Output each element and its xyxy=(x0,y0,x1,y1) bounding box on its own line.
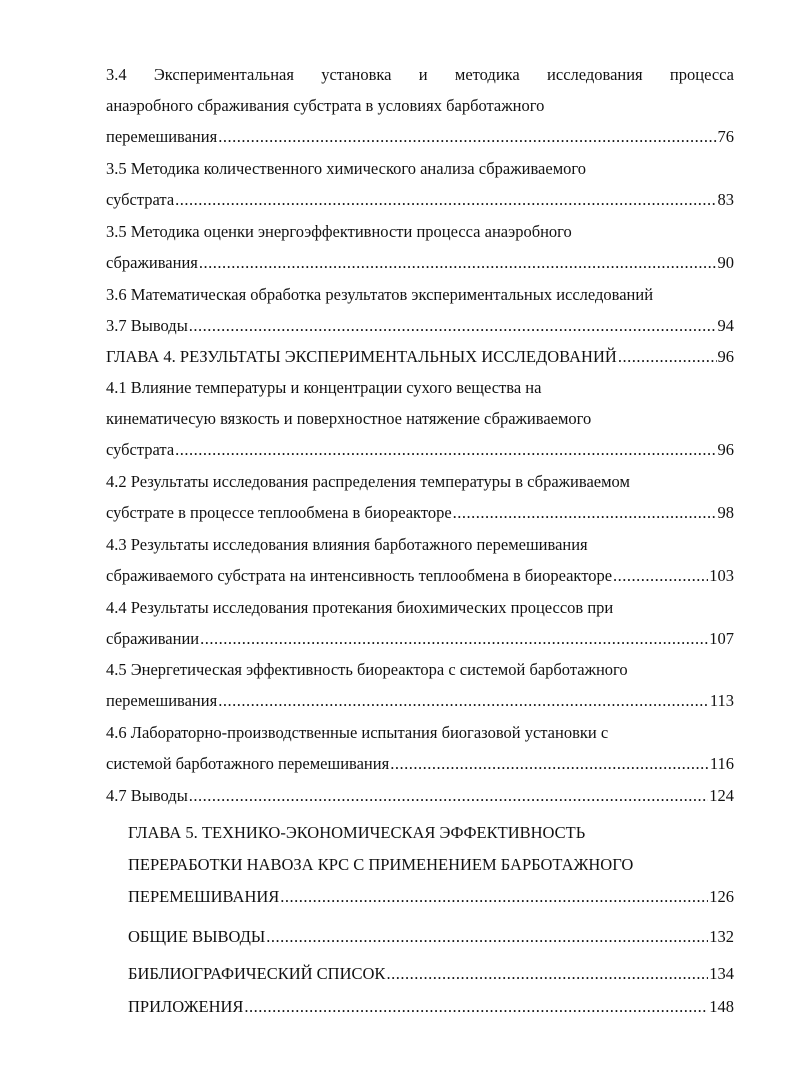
toc-entry-4-1-line-2: кинематичесую вязкость и поверхностное натяжение сбраживаемого xyxy=(106,409,592,428)
toc-entry-4-6-line-1: 4.6 Лабораторно-производственные испытания биогазовой установки с xyxy=(106,723,609,742)
toc-chapter-5-line-3 xyxy=(128,887,734,907)
toc-chapter-5-line-2: ПЕРЕРАБОТКИ НАВОЗА КРС С ПРИМЕНЕНИЕМ БАРБОТАЖНОГО xyxy=(128,855,634,874)
toc-entry-3-5a-line-1: 3.5 Методика количественного химического анализа сбраживаемого xyxy=(106,159,586,178)
toc-entry-text: субстрата xyxy=(106,440,175,459)
toc-entry-text: сбраживания xyxy=(106,253,198,272)
toc-page-number: 90 xyxy=(717,253,734,272)
toc-entry-4-1-line-3 xyxy=(106,440,734,460)
toc-entry-text: перемешивания xyxy=(106,127,218,146)
dot-leader xyxy=(175,440,716,460)
toc-entry-text: ПРИЛОЖЕНИЯ xyxy=(128,997,244,1016)
dot-leader xyxy=(453,503,717,523)
toc-page-number: 132 xyxy=(709,927,734,946)
dot-leader xyxy=(175,190,716,210)
toc-page-number: 107 xyxy=(709,629,734,648)
toc-entry-4-5-line-2 xyxy=(106,691,734,711)
toc-entry-4-1-line-1: 4.1 Влияние температуры и концентрации сухого вещества на xyxy=(106,378,542,397)
toc-chapter-title: ПЕРЕМЕШИВАНИЯ xyxy=(128,887,280,906)
toc-page-number: 96 xyxy=(717,440,734,459)
dot-leader xyxy=(613,566,708,586)
toc-entry-3-5b-line-1: 3.5 Методика оценки энергоэффективности процесса анаэробного xyxy=(106,222,572,241)
toc-page-number: 83 xyxy=(717,190,734,209)
toc-entry-4-6-line-2 xyxy=(106,754,734,774)
toc-entry-4-3-line-2 xyxy=(106,566,734,586)
toc-appendices xyxy=(128,997,734,1017)
toc-page-number: 76 xyxy=(717,127,734,146)
toc-chapter-5-line-1: ГЛАВА 5. ТЕХНИКО-ЭКОНОМИЧЕСКАЯ ЭФФЕКТИВНОСТЬ xyxy=(128,823,586,842)
toc-entry-3-4-line-3 xyxy=(106,127,734,147)
dot-leader xyxy=(189,786,708,806)
dot-leader xyxy=(618,347,717,367)
dot-leader xyxy=(199,253,717,273)
toc-general-conclusions xyxy=(128,927,734,947)
toc-entry-3-4-line-2: анаэробного сбраживания субстрата в условиях барботажного xyxy=(106,96,545,115)
dot-leader xyxy=(244,997,708,1017)
toc-page-number: 124 xyxy=(709,786,734,805)
dot-leader xyxy=(218,691,709,711)
toc-page-number: 126 xyxy=(709,887,734,906)
dot-leader xyxy=(218,127,716,147)
toc-entry-text: субстрата xyxy=(106,190,175,209)
toc-entry-3-5b-line-2 xyxy=(106,253,734,273)
toc-chapter-title: ГЛАВА 4. РЕЗУЛЬТАТЫ ЭКСПЕРИМЕНТАЛЬНЫХ ИССЛЕДОВАНИЙ xyxy=(106,347,617,366)
toc-page-number: 134 xyxy=(709,964,734,983)
toc-entry-text: сбраживаемого субстрата на интенсивность теплообмена в биореакторе xyxy=(106,566,613,585)
toc-page-number: 116 xyxy=(709,754,734,773)
toc-chapter-4 xyxy=(106,347,734,367)
toc-entry-text: перемешивания xyxy=(106,691,218,710)
toc-page-number: 113 xyxy=(709,691,734,710)
toc-entry-3-6: 3.6 Математическая обработка результатов экспериментальных исследований xyxy=(106,285,654,304)
toc-entry-text: системой барботажного перемешивания xyxy=(106,754,390,773)
toc-entry-text: 3.7 Выводы xyxy=(106,316,188,335)
toc-entry-4-2-line-1: 4.2 Результаты исследования распределения температуры в сбраживаемом xyxy=(106,472,630,491)
dot-leader xyxy=(189,316,717,336)
toc-page-number: 94 xyxy=(717,316,734,335)
toc-entry-3-7 xyxy=(106,316,734,336)
dot-leader xyxy=(390,754,709,774)
toc-entry-text: БИБЛИОГРАФИЧЕСКИЙ СПИСОК xyxy=(128,964,386,983)
toc-entry-4-7 xyxy=(106,786,734,806)
toc-entry-text: субстрате в процессе теплообмена в биореакторе xyxy=(106,503,452,522)
toc-entry-text: ОБЩИЕ ВЫВОДЫ xyxy=(128,927,266,946)
toc-page-number: 98 xyxy=(717,503,734,522)
toc-entry-4-4-line-2 xyxy=(106,629,734,649)
toc-entry-4-4-line-1: 4.4 Результаты исследования протекания биохимических процессов при xyxy=(106,598,614,617)
toc-entry-4-3-line-1: 4.3 Результаты исследования влияния барботажного перемешивания xyxy=(106,535,588,554)
dot-leader xyxy=(200,629,708,649)
toc-page-number: 148 xyxy=(709,997,734,1016)
toc-entry-text: сбраживании xyxy=(106,629,200,648)
toc-page-number: 96 xyxy=(717,347,734,366)
dot-leader xyxy=(386,964,708,984)
toc-page-number: 103 xyxy=(709,566,734,585)
toc-bibliography xyxy=(128,964,734,984)
dot-leader xyxy=(280,887,708,907)
toc-entry-4-2-line-2 xyxy=(106,503,734,523)
toc-entry-3-4-line-1: 3.4 Экспериментальная установка и методика исследования процесса xyxy=(106,65,734,84)
dot-leader xyxy=(266,927,708,947)
toc-entry-4-5-line-1: 4.5 Энергетическая эффективность биореактора с системой барботажного xyxy=(106,660,628,679)
toc-entry-text: 4.7 Выводы xyxy=(106,786,188,805)
toc-entry-3-5a-line-2 xyxy=(106,190,734,210)
